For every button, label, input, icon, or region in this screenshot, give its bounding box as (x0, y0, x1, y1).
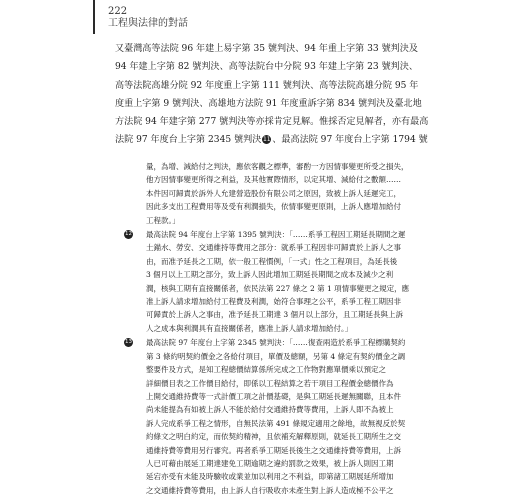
footnote-line: 由，而准予延長之工期，依一般工程慣例，「一式」性之工程項目，為延長後 (146, 256, 398, 266)
footnote-line: 最高法院 94 年度台上字第 1395 號判決：「……系爭工程因工期延長期間之遲 (146, 230, 406, 240)
footnote-line: 詳細價目表之工作價目給付，即係以工程結算之若干項目工程價金總價作為 (146, 378, 394, 388)
body-line-part: 法院 97 年度台上字第 2345 號判決 (115, 135, 262, 146)
footnote-marker: 13 (125, 339, 132, 346)
footnote-line: 人已可藉由展延工期達建免工期逾期之違約罰款之效果，被上訴人則因工期 (146, 458, 394, 468)
footnote-line: 可歸責於上訴人之事由，准予延長工期達 3 個月以上部分，且工期延長與上訴 (146, 310, 404, 320)
footnote-12 (125, 228, 462, 335)
footnote-line: 工程款。」 (146, 215, 180, 225)
body-line: 又臺灣高等法院 96 年建上易字第 35 號判決、94 年重上字第 33 號判決及 (115, 44, 418, 54)
footnote-line: 3 個月以上工期之部分，致上訴人因此增加工期延長期間之成本及減少之利 (146, 270, 394, 280)
footnote-line: 尚未能提為有如被上訴人不能於給付交通維持費等費用，上訴人即不為被上 (146, 405, 394, 415)
footnote-line: 第 3 條約明契約價金之各給付項目，單價及總額，另第 4 條定有契約價金之調 (146, 351, 406, 361)
footnote-line: 通維持費等費用另行審究。再者系爭工期延長後生之交通維持費等費用，上訴 (146, 445, 401, 455)
page-number: 222 (108, 6, 128, 17)
footnote-line: 之交通維持費等費用，由上訴人自行吸收亦未產生對上訴人造成極不公平之 (146, 485, 394, 495)
footnotes (125, 160, 462, 498)
footnote-line: 因此多支出工程費用等及受有利潤損失，依情事變更原則，上訴人應增加給付 (146, 202, 401, 212)
body-line-part: 、最高法院 97 年度台上字第 1794 號 (272, 135, 428, 146)
footnote-line: 上開交通維持費等一式計價工項之計價基礎，是與工期延長遲無關聯，且本件 (146, 391, 401, 401)
footnote-13 (125, 336, 462, 497)
footnote-line: 土錨水、勞安、交通維持等費用之部分：就系爭工程因非可歸責於上訴人之事 (146, 243, 401, 253)
body-line: 高等法院高雄分院 92 年度重上字第 111 號判決、高等法院高雄分院 95 年 (115, 80, 419, 91)
footnote-line: 訴人完成系爭工程之情形，自無民法第 491 條規定適用之餘地，故無視反於契 (146, 418, 406, 428)
running-title: 工程與法律的對話 (108, 18, 188, 29)
footnote-line: 潤，核與工期有直接關係者，依民法第 227 條之 2 第 1 項情事變更之規定，應 (146, 283, 410, 293)
body-paragraph (115, 40, 467, 150)
footnote-reference: 11 (262, 136, 271, 144)
body-line: 度重上字第 9 號判決、高雄地方法院 91 年度重訴字第 834 號判決及臺北地 (115, 98, 422, 109)
footnote-marker: 12 (125, 231, 132, 238)
body-line: 方法院 94 年建字第 277 號判決等亦採肯定見解。惟採否定見解者，亦有最高 (115, 117, 429, 128)
footnote-line: 本件因可歸責於訴外人允建營造股份有限公司之原因，致被上訴人延遲完工， (146, 188, 401, 198)
body-line: 94 年建上字第 82 號判決、高等法院台中分院 93 年建上字第 23 號判決、 (115, 62, 418, 73)
body-line-with-ref (115, 131, 467, 149)
footnote-line: 最高法院 97 年度台上字第 2345 號判決：「……復查兩造於系爭工程標購契約 (146, 338, 406, 348)
footnote-line: 整要件及方式，是知工程總價結算係所完成之工作物對應單價乘以預定之 (146, 365, 386, 375)
footnote-line: 他方因情事變更所得之利益，及其他實際情形，以定其增、減給付之數額…… (146, 175, 401, 185)
page-header (108, 6, 188, 30)
footnote-line: 量，為增、減給付之判決，應依客觀之標準，審酌一方因情事變更所受之損失， (146, 162, 409, 171)
footnote-line: 准上訴人請求增加給付工程費及利潤，始符合事理之公平，系爭工程工期因非 (146, 297, 401, 307)
footnote-continuation (146, 160, 462, 227)
footnote-line: 約條文之明白約定，而依契約精神，且依補充解釋原則，就延長工期所生之交 (146, 432, 401, 442)
footnote-line: 人之成本與利潤具有直接關係者，應准上訴人請求增加給付。」 (146, 323, 353, 333)
header-rule (93, 0, 95, 34)
footnote-line: 延宕亦受有未能及時驗收或業並加以利用之不利益，即第諸工期展延所增加 (146, 472, 394, 482)
